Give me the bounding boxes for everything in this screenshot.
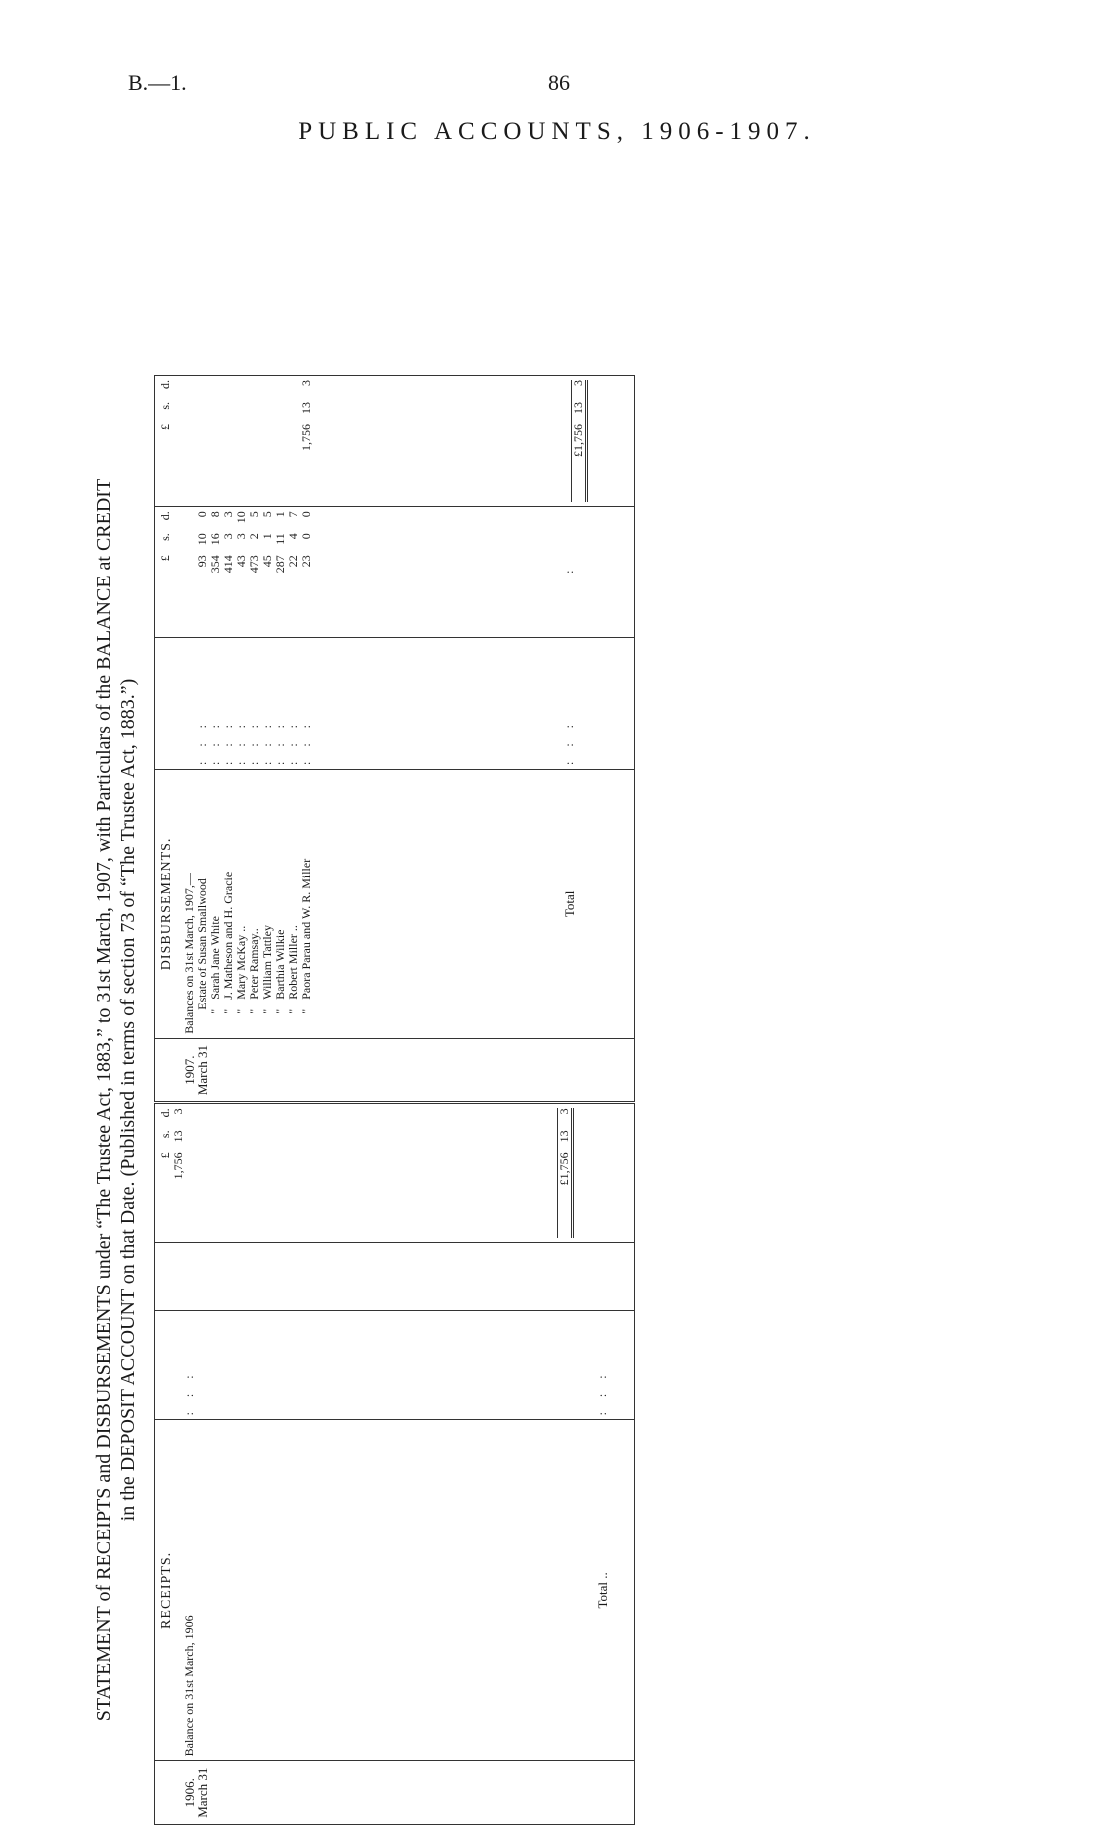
amount-shillings: 3	[234, 533, 248, 540]
receipts-total-label: Total ..	[595, 1572, 610, 1609]
disbursements-dots-col	[155, 638, 635, 770]
amount-pence: 5	[247, 511, 261, 518]
amount-pounds: 45	[260, 555, 274, 568]
ditto-mark: "	[260, 1008, 274, 1014]
disbursement-row-dots: : : :	[286, 718, 300, 765]
disbursement-row-dots: : : :	[247, 718, 261, 765]
disbursements-total-dots: : : :	[562, 718, 576, 765]
receipts-heading: RECEIPTS.	[159, 1551, 174, 1629]
disbursements-date	[155, 1038, 635, 1103]
amount-shillings: 1	[260, 533, 274, 540]
disbursement-name: Paora Parau and W. R. Miller	[299, 858, 313, 1000]
disbursement-row-amount	[248, 511, 261, 633]
disbursements-desc	[155, 769, 635, 1038]
ditto-mark: "	[247, 1008, 261, 1014]
amount-pence: 8	[208, 511, 222, 518]
amount-pence: 0	[195, 511, 209, 518]
disbursement-name: Peter Ramsay..	[247, 928, 261, 1000]
statement-heading	[90, 375, 148, 1825]
disbursements-items-currency-head: £ s. d.	[158, 511, 172, 562]
receipts-date	[155, 1761, 635, 1825]
receipts-amount: 1,756 13 3	[171, 1108, 185, 1180]
ditto-mark: "	[234, 1008, 248, 1014]
disbursement-row-name	[300, 774, 313, 1034]
disbursement-name: Barthia Wilkie	[273, 929, 287, 1000]
amount-shillings: 2	[247, 533, 261, 540]
disbursements-total: £1,756 13 3	[571, 380, 588, 502]
receipts-entry-dots: : : :	[182, 1369, 196, 1416]
amount-pence: 7	[286, 511, 300, 518]
amount-pence: 5	[260, 511, 274, 518]
disbursement-name: Sarah Jane White	[208, 916, 222, 1000]
disbursement-row-dots: : : :	[221, 718, 235, 765]
amount-pence: 0	[299, 511, 313, 518]
disbursement-row-dots: : : :	[234, 718, 248, 765]
receipts-dots-col	[155, 1310, 635, 1420]
disbursement-row-dots: : : :	[260, 718, 274, 765]
ditto-mark: "	[208, 1008, 222, 1014]
receipts-entry: Balance on 31st March, 1906	[182, 1615, 196, 1757]
disbursements-heading: DISBURSEMENTS.	[159, 837, 174, 971]
statement-title-line2: in the DEPOSIT ACCOUNT on that Date. (Published in terms of section 73 of “The Trustee Act, 1883.”)	[117, 678, 139, 1522]
amount-pounds: 414	[221, 555, 235, 574]
disbursements-total-label: Total	[562, 890, 577, 918]
receipts-amount-col	[155, 1103, 635, 1242]
disbursements-total-col	[155, 376, 635, 507]
disbursements-intro: Balances on 31st March, 1907,—	[182, 873, 196, 1034]
amount-pounds: 23	[299, 555, 313, 568]
receipts-spacer-col	[155, 1242, 635, 1310]
amount-pounds: 43	[234, 555, 248, 568]
ditto-mark: "	[299, 1008, 313, 1014]
statement-title-line1: STATEMENT of RECEIPTS and DISBURSEMENTS under “The Trustee Act, 1883,” to 31st March, 1907, with Particulars of the BALANCE at CREDIT	[93, 478, 115, 1722]
receipts-currency-head: £ s. d.	[158, 1108, 172, 1159]
amount-pounds: 287	[273, 555, 287, 574]
amount-shillings: 11	[273, 533, 287, 545]
page-number: 86	[548, 70, 570, 95]
amount-pence: 3	[221, 511, 235, 518]
page-ref: B.—1.	[128, 70, 187, 95]
disbursement-name: J. Matheson and H. Gracie	[221, 871, 235, 1000]
running-title: PUBLIC ACCOUNTS, 1906-1907.	[298, 118, 816, 145]
disbursement-row-dots: : : :	[208, 718, 222, 765]
amount-pence: 1	[273, 511, 287, 518]
disbursement-name: William Tattley	[260, 924, 274, 1000]
disbursement-name: Mary McKay ..	[234, 925, 248, 1000]
amount-pounds: 354	[208, 555, 222, 574]
ditto-mark: "	[286, 1008, 300, 1014]
disbursements-items-total-dots: :	[562, 570, 576, 574]
disbursements-date-day: March 31	[195, 1044, 210, 1096]
rotated-statement	[90, 375, 670, 1825]
receipts-total: £1,756 13 3	[557, 1108, 574, 1237]
disbursement-row-amount	[287, 511, 300, 633]
amount-pounds: 93	[195, 555, 209, 568]
amount-shillings: 10	[195, 533, 209, 546]
disbursement-row-amount	[300, 511, 313, 633]
amount-shillings: 16	[208, 533, 222, 546]
receipts-date-day: March 31	[195, 1767, 210, 1818]
disbursements-total-currency-head: £ s. d.	[158, 380, 172, 430]
disbursements-items-col	[155, 507, 635, 638]
disbursement-name: Robert Miller ..	[286, 925, 300, 1000]
amount-pounds: 22	[286, 555, 300, 568]
disbursement-row-dots: : : :	[299, 718, 313, 765]
receipts-desc	[155, 1420, 635, 1761]
disbursement-row-amount	[222, 511, 235, 633]
receipts-total-dots: : : :	[595, 1369, 609, 1416]
receipts-date-year: 1906.	[182, 1778, 197, 1808]
ditto-mark: "	[273, 1008, 287, 1014]
disbursement-row-amount	[274, 511, 287, 633]
disbursement-row-dots: : : :	[195, 718, 209, 765]
amount-shillings: 3	[221, 533, 235, 540]
disbursements-subtotal: 1,756 13 3	[299, 380, 313, 451]
amount-shillings: 0	[299, 533, 313, 540]
statement-table	[154, 375, 635, 1825]
disbursement-name: Estate of Susan Smallwood	[195, 878, 209, 1010]
amount-shillings: 4	[286, 533, 300, 540]
amount-pence: 10	[234, 511, 248, 524]
ditto-mark: "	[221, 1008, 235, 1014]
disbursements-date-year: 1907.	[182, 1055, 197, 1085]
disbursement-row-dots: : : :	[273, 718, 287, 765]
amount-pounds: 473	[247, 555, 261, 574]
